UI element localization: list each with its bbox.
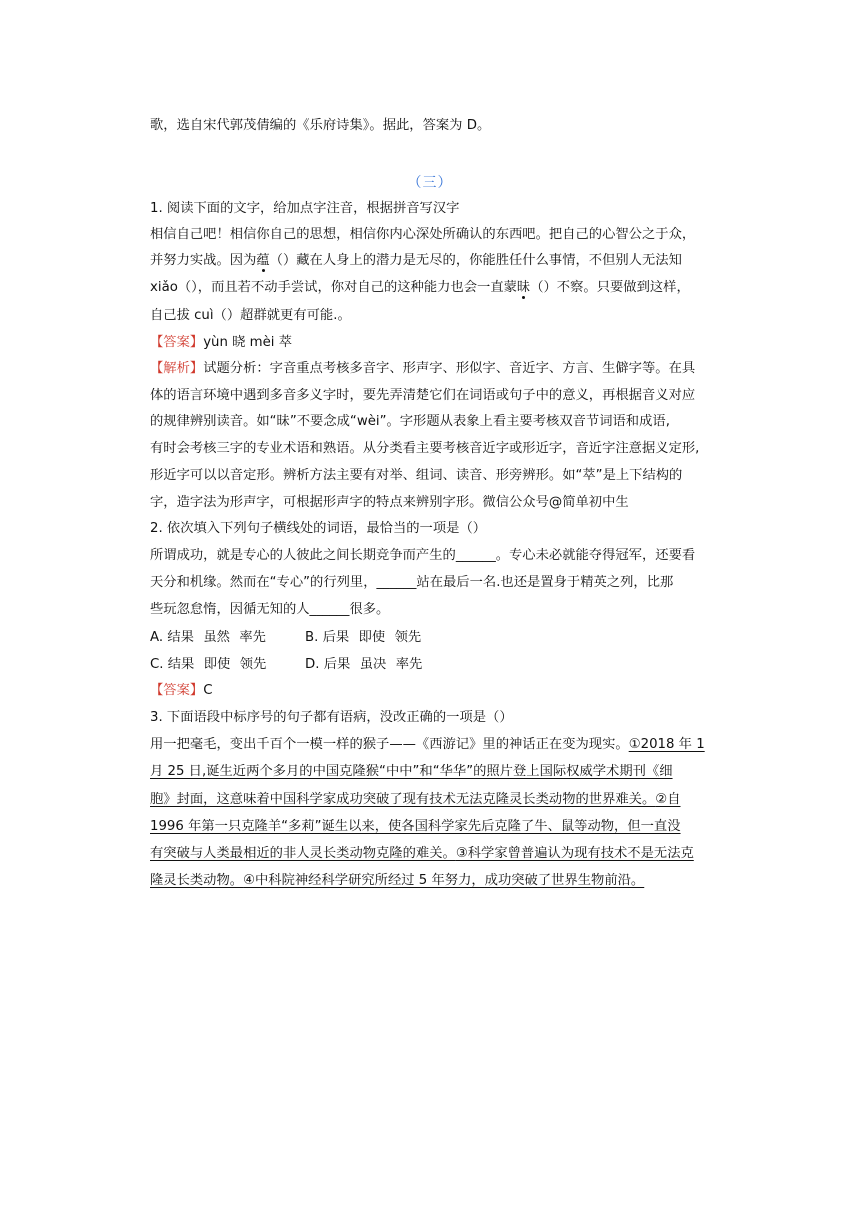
option-word: 率先: [239, 630, 266, 645]
underlined-sentence: 月 25 日,诞生近两个多月的中国克隆猴“中中”和“华华”的照片登上国际权威学术期刊《细: [150, 764, 673, 779]
answer-tag: 【答案】: [150, 335, 204, 350]
q2-option-d: [305, 655, 460, 675]
q2-passage-line: 天分和机缘。然而在“专心”的行列里，______站在最后一名.也还是置身于精英之列，比那: [150, 575, 674, 590]
option-word: 即使: [203, 657, 231, 672]
underlined-sentence: 隆灵长类动物。: [150, 873, 244, 888]
q2-option-a: [150, 628, 305, 648]
option-word: 领先: [239, 657, 267, 672]
q1-passage-line: [150, 251, 710, 271]
q1-text: （）藏在人身上的潜力是无尽的，你能胜任什么事情，不但别人无法知: [269, 253, 682, 268]
q1-text: 并努力实战。因为: [150, 253, 257, 268]
option-label: B.: [305, 630, 319, 645]
underlined-sentence: 有突破与人类最相近的非人灵长类动物克隆的难关。: [150, 846, 456, 861]
option-word: 虽决: [359, 657, 387, 672]
underlined-sentence: 1996 年第一只克隆羊“多莉”诞生以来，使各国科学家先后克隆了牛、鼠等动物，但一直没: [150, 819, 681, 834]
option-word: 后果: [323, 657, 351, 672]
option-word: 后果: [322, 630, 350, 645]
option-label: C.: [150, 657, 164, 672]
underlined-sentence: ①2018 年 1: [628, 737, 705, 752]
q1-analysis-line: 字，造字法为形声字，可根据形声字的特点来辨别字形。微信公众号@简单初中生: [150, 495, 629, 510]
q2-passage-line: 些玩忽怠惰，因循无知的人______很多。: [150, 602, 390, 617]
q1-passage-line: 自己拔 cuì（）超群就更有可能.。: [150, 308, 351, 323]
q2-options-row: [150, 628, 710, 648]
dotted-char: 蕴: [256, 253, 270, 268]
q1-text: （）不察。只要做到这样，: [530, 280, 690, 295]
q1-stem: 1. 阅读下面的文字，给加点字注音，根据拼音写汉字: [150, 201, 460, 216]
q3-passage-line: [150, 735, 710, 755]
q2-options-row: [150, 655, 710, 675]
q1-passage-line: 相信自己吧！相信你自己的思想，相信你内心深处所确认的东西吧。把自己的心智公之于众，: [150, 227, 696, 242]
q3-passage-line: [150, 790, 710, 810]
underlined-sentence: ③科学家曾普遍认为现有技术不是无法克: [455, 846, 694, 861]
q1-analysis-line: 体的语言环境中遇到多音多义字时，要先弄清楚它们在词语或句子中的意义，再根据音义对应: [150, 388, 696, 403]
dotted-char: 昧: [516, 280, 531, 295]
intro-text: 歌，选自宋代郭茂倩编的《乐府诗集》。据此，答案为 D。: [150, 118, 491, 133]
option-word: 结果: [167, 630, 194, 645]
q2-option-c: [150, 655, 305, 675]
q3-passage-line: [150, 762, 710, 782]
underlined-sentence: ④中科院神经科学研究所经过 5 年努力，成功突破了世界生物前沿。: [243, 873, 645, 888]
q3-passage-line: [150, 871, 710, 891]
q1-analysis-line: [150, 359, 710, 379]
q2-stem: 2. 依次填入下列句子横线处的词语，最恰当的一项是（）: [150, 521, 487, 536]
option-word: 领先: [394, 630, 422, 645]
q2-option-b: [305, 628, 460, 648]
option-label: A.: [150, 630, 164, 645]
q1-text: xiǎo（），而且若不动手尝试，你对自己的这种能力也会一直蒙: [150, 280, 517, 295]
q1-analysis-line: 有时会考核三字的专业术语和熟语。从分类看主要考核音近字或形近字，音近字注意据义定形,: [150, 441, 700, 456]
q2-answer: [150, 681, 710, 701]
q1-analysis-line: 形近字可以以音定形。辨析方法主要有对举、组词、读音、形旁辨形。如“萃”是上下结构的: [150, 468, 683, 483]
q1-answer: [150, 333, 710, 353]
option-word: 虽然: [203, 630, 230, 645]
q1-passage-line: [150, 278, 710, 298]
answer-text: yùn 晓 mèi 萃: [203, 335, 293, 350]
answer-tag: 【答案】: [150, 683, 204, 698]
underlined-sentence: 胞》封面，这意味着中国科学家成功突破了现有技术无法克隆灵长类动物的世界难关。: [150, 792, 656, 807]
option-word: 结果: [167, 657, 195, 672]
option-word: 率先: [395, 657, 423, 672]
q2-passage-line: 所谓成功，就是专心的人彼此之间长期竞争而产生的______。专心未必就能夺得冠军，还要看: [150, 548, 696, 563]
answer-text: C: [203, 683, 213, 698]
option-label: D.: [305, 657, 320, 672]
q3-stem: 3. 下面语段中标序号的句子都有语病，没改正确的一项是（）: [150, 710, 513, 725]
option-word: 即使: [358, 630, 386, 645]
analysis-tag: 【解析】: [150, 361, 204, 376]
section-title: （三）: [407, 175, 453, 191]
analysis-text: 试题分析：字音重点考核多音字、形声字、形似字、音近字、方言、生僻字等。在具: [203, 361, 696, 376]
q3-text: 用一把毫毛，变出千百个一模一样的猴子——《西游记》里的神话正在变为现实。: [150, 737, 629, 752]
q3-passage-line: [150, 844, 710, 864]
q1-analysis-line: 的规律辨别读音。如“昧”不要念成“wèi”。字形题从表象上看主要考核双音节词语和成语,: [150, 414, 670, 429]
q3-passage-line: [150, 817, 710, 837]
underlined-sentence: ②自: [655, 792, 681, 807]
